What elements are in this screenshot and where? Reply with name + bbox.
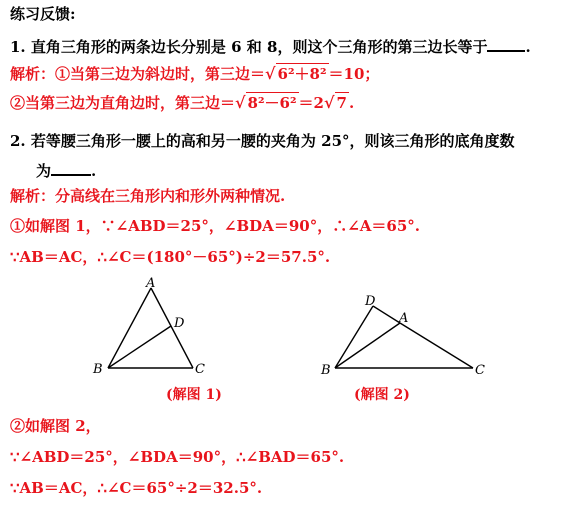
answer-1-line-1-suffix: ＝10；: [328, 65, 380, 83]
figure-2-side-ba: [335, 323, 400, 368]
figure-2-altitude-bd: [335, 306, 373, 368]
answer-1-line-2: [10, 92, 354, 113]
figure-2-label-c: C: [475, 363, 485, 378]
figure-2-extension-ad: [373, 306, 400, 323]
sqrt-icon: √: [235, 93, 246, 112]
sqrt-icon: √: [323, 93, 335, 112]
figure-1-altitude-bd: [108, 326, 171, 368]
question-1-number: 1.: [10, 38, 26, 56]
figure-2-label-d: D: [365, 294, 376, 309]
answer-1-radicand-1: 6²＋8²: [277, 65, 327, 83]
question-1-text: 直角三角形的两条边长分别是 6 和 8，则这个三角形的第三边长等于: [30, 38, 488, 56]
answer-1-radicand-3: 7: [336, 94, 347, 112]
figure-1-label-b: B: [93, 362, 103, 376]
section-heading: 练习反馈:: [10, 5, 76, 23]
answer-2-line-1: 解析：分高线在三角形内和形外两种情况.: [10, 187, 286, 205]
figure-2-triangle: [315, 290, 495, 380]
figure-2-label-b: B: [321, 363, 331, 378]
answer-1-line-1-prefix: 解析：①当第三边为斜边时，第三边＝: [10, 65, 266, 83]
question-1-end: .: [525, 38, 531, 56]
figure-2-label-a: A: [399, 311, 409, 326]
figure-1-label-d: D: [174, 316, 185, 331]
answer-2-line-6: ∵AB＝AC，∴∠C＝65°÷2＝32.5°.: [10, 479, 263, 497]
sqrt-icon: √: [265, 64, 276, 83]
question-1: [10, 36, 531, 57]
question-2-text-1: 若等腰三角形一腰上的高和另一腰的夹角为 25°，则该三角形的底角度数: [30, 132, 515, 150]
figure-1-label-c: C: [195, 362, 205, 376]
question-2-end: .: [91, 162, 97, 180]
figure-1-side-ab: [108, 288, 151, 368]
answer-1-radicand-2: 8²－6²: [247, 94, 297, 112]
answer-1-line-2-prefix: ②当第三边为直角边时，第三边＝: [10, 94, 236, 112]
answer-blank-1: [487, 36, 525, 52]
figure-2-side-ac: [400, 323, 473, 368]
question-2-line-1: [10, 131, 515, 151]
answer-1-line-1: [10, 63, 379, 84]
question-2-number: 2.: [10, 132, 26, 150]
figure-1-label-a: A: [146, 276, 156, 291]
answer-blank-2: [51, 160, 91, 176]
answer-2-line-3: ∵AB＝AC，∴∠C＝(180°－65°)÷2＝57.5°.: [10, 248, 331, 266]
answer-1-line-2-suffix: ＝2: [298, 94, 324, 112]
figure-1-side-ac: [151, 288, 193, 368]
answer-2-line-5: ∵∠ABD＝25°，∠BDA＝90°，∴∠BAD＝65°.: [10, 448, 345, 466]
figure-1-caption: (解图 1): [166, 387, 222, 403]
figure-1-triangle: [90, 276, 220, 376]
answer-2-line-2: ①如解图 1，∵∠ABD＝25°，∠BDA＝90°，∴∠A＝65°.: [10, 217, 420, 235]
answer-2-line-4: ②如解图 2，: [10, 417, 101, 435]
question-2-line-2: [36, 160, 96, 181]
answer-1-line-2-end: .: [348, 94, 355, 112]
figure-2-caption: (解图 2): [354, 387, 410, 403]
question-2-text-2: 为: [36, 162, 52, 180]
